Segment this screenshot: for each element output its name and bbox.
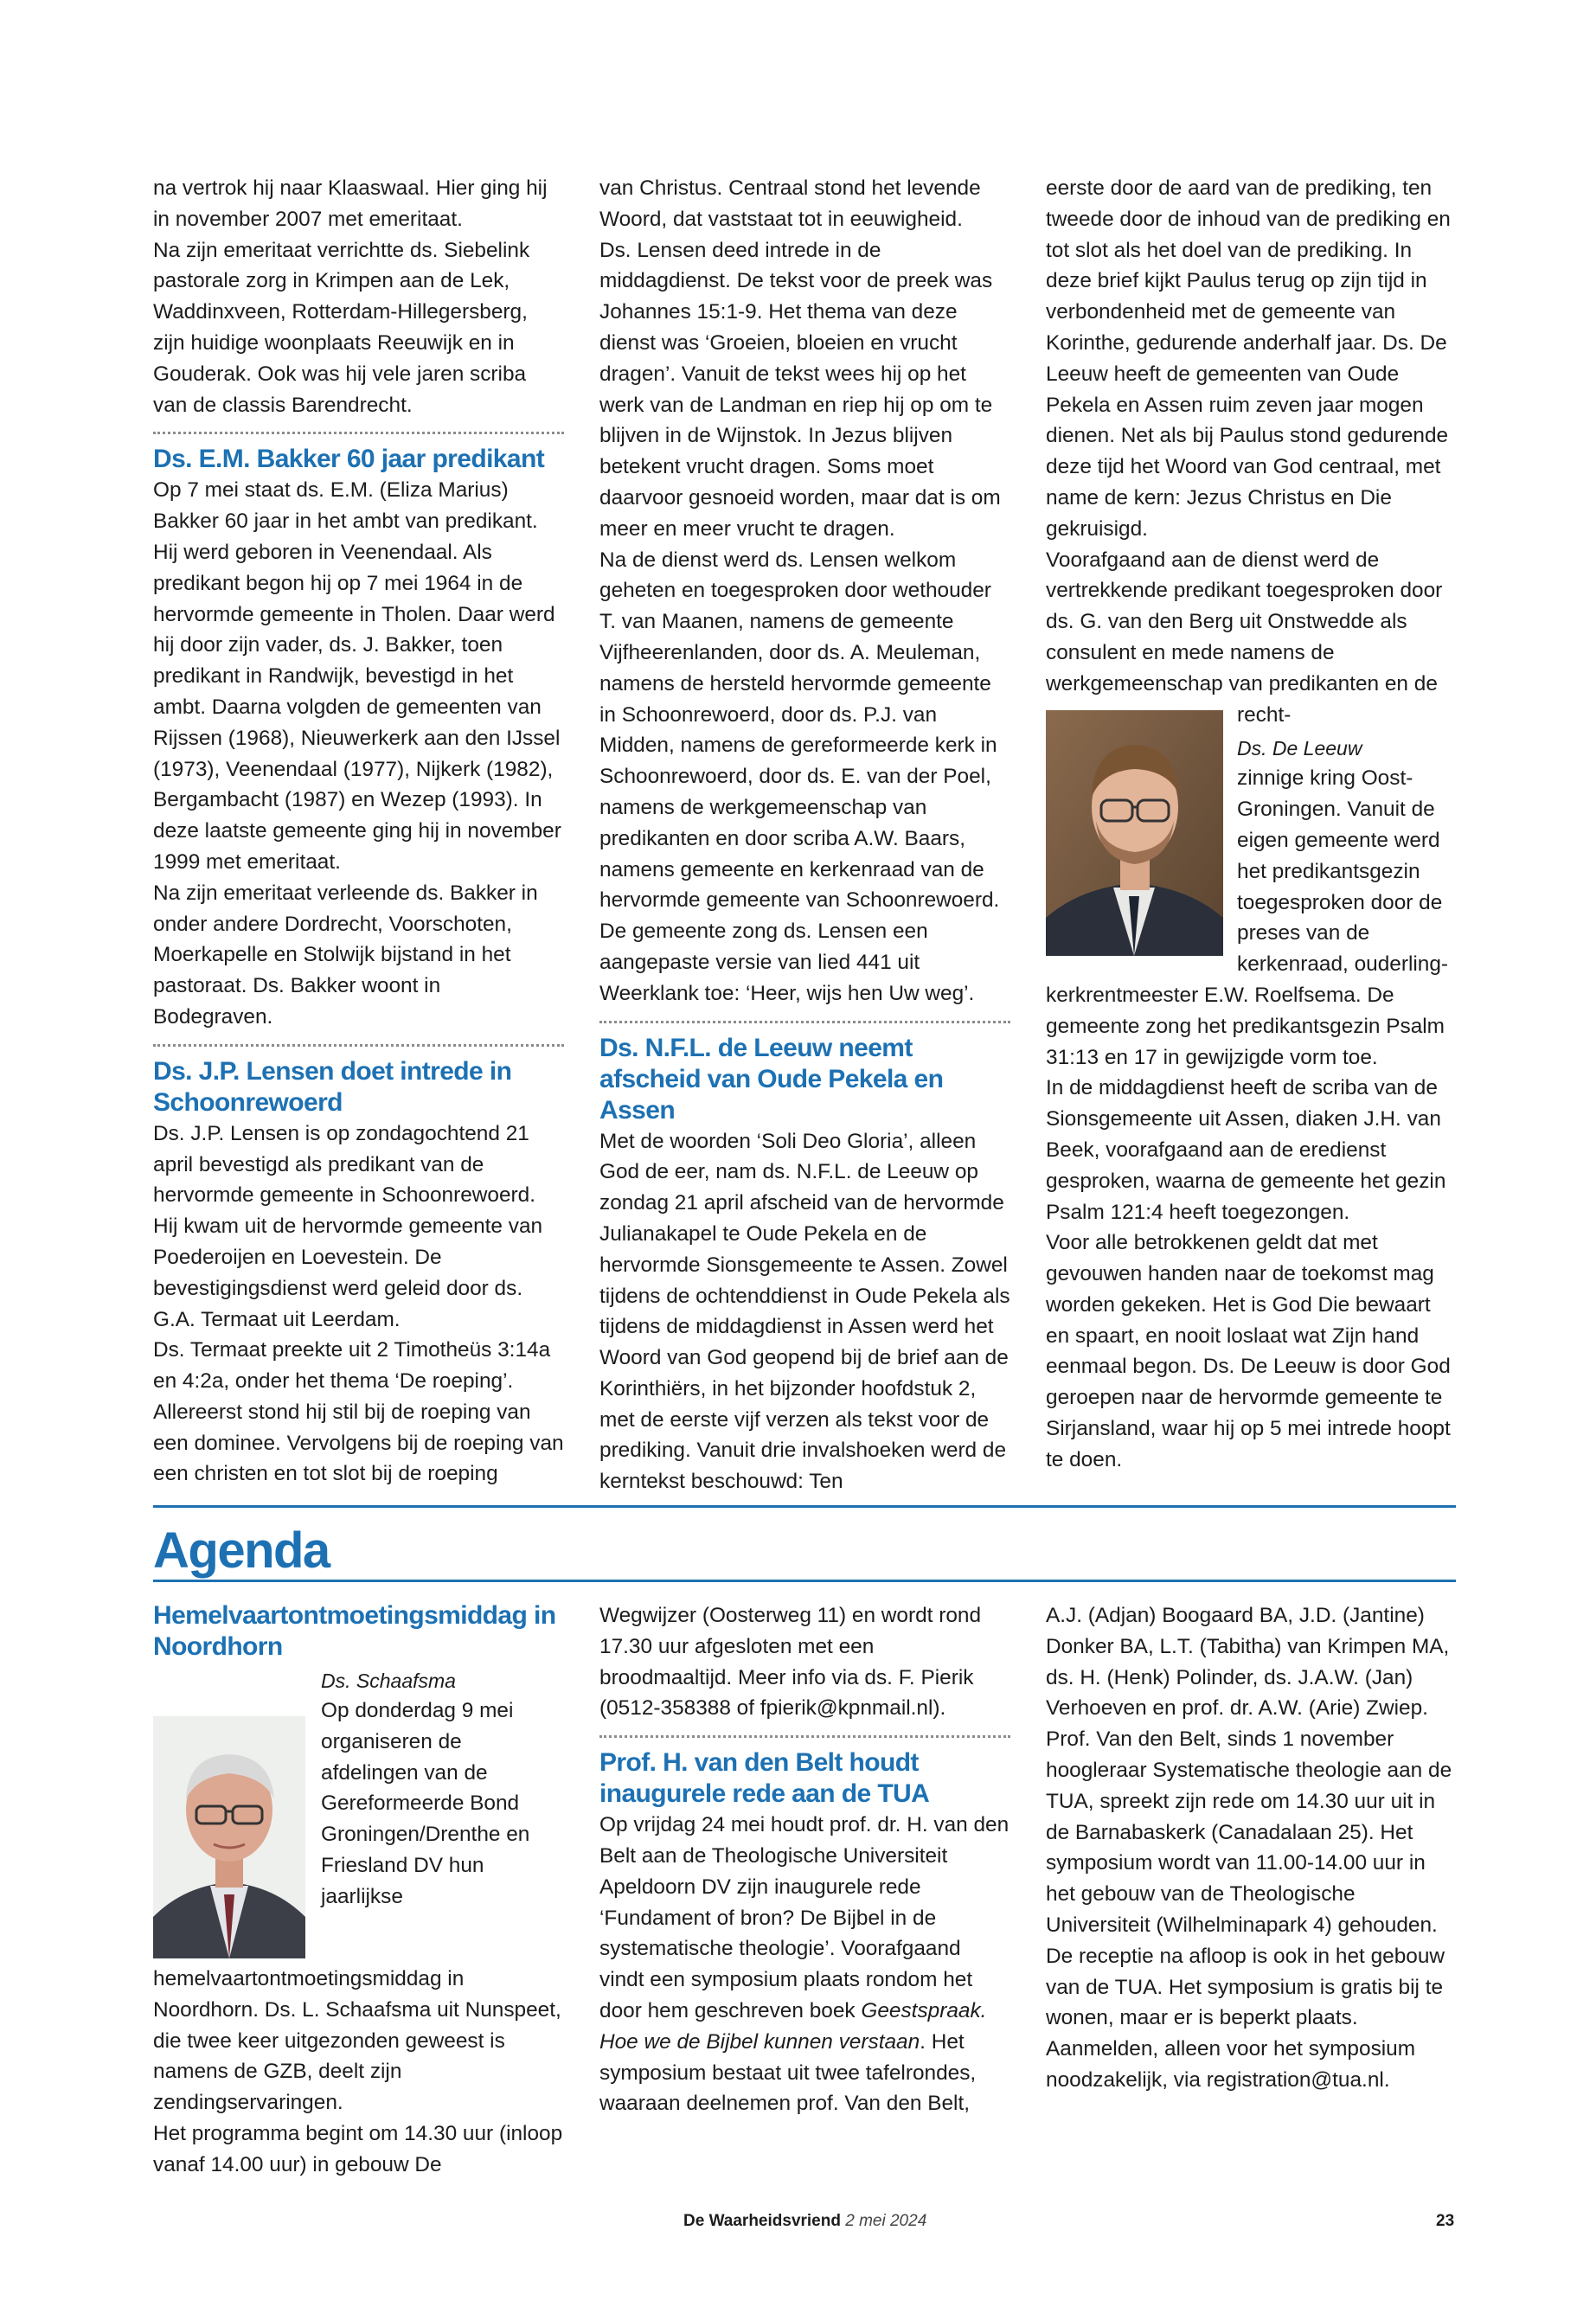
article-column-1 — [153, 173, 564, 1490]
portrait-image — [1046, 710, 1223, 956]
agenda-heading-tua: Prof. H. van den Belt houdt inaugurele rede aan de TUA — [599, 1748, 930, 1809]
book-title: Geestspraak. Hoe we de Bijbel kunnen verstaan — [599, 1998, 987, 2054]
paragraph: Na zijn emeritaat verleende ds. Bakker in onder andere Dordrecht, Voorschoten, Moerkapelle en Stolwijk bijstand in het pastoraat. Ds. Bakker woont in Bodegraven. — [153, 881, 538, 1029]
paragraph: van Christus. Centraal stond het levende Woord, dat vaststaat tot in eeuwigheid. — [599, 176, 981, 231]
paragraph — [1046, 545, 1457, 731]
footer-magazine — [683, 2211, 926, 2232]
article-column-3 — [1046, 173, 1457, 1476]
magazine-name: De Waarheidsvriend — [683, 2212, 841, 2230]
paragraph: Op 7 mei staat ds. E.M. (Eliza Marius) Bakker 60 jaar in het ambt van predikant. Hij werd geboren in Veenendaal. Als predikant begon hij op 7 mei 1964 in de hervormde gemeente in Tholen. Daar werd hij door zijn vader, ds. J. Bakker, toen predikant in Randwijk, bevestigd in het ambt. Daarna volgden de gemeenten van Rijssen (1968), Nieuwerkerk aan den IJssel (1973), Veenendaal (1977), Nijkerk (1982), Bergambacht (1987) en Wezep (1993). In deze laatste gemeente ging hij in november 1999 met emeritaat. — [153, 478, 561, 874]
leeuw-text-before-photo: Voorafgaand aan de dienst werd de vertrekkende predikant toegesproken door ds. G. van den Berg uit Onstwedde als consulent en mede namens de werkgemeenschap van predikanten en de recht- — [1046, 548, 1443, 727]
photo-ds-de-leeuw — [1046, 710, 1223, 956]
text: . Het symposium bestaat uit twee tafelrondes, waaraan deelnemen prof. Van den Belt, — [599, 2029, 977, 2116]
leeuw-text-beside-photo: zinnige kring Oost-Groningen. Vanuit de eigen gemeente werd het predikantsgezin toegesproken door de preses van de kerkenraad, ouderling-kerkrentmeester E.W. Roelfsema. De gemeente zong het predikantsgezin Psalm 31:13 en 17 in gewijzigde vorm toe. — [1046, 766, 1449, 1069]
paragraph: In de middagdienst heeft de scriba van de Sionsgemeente uit Assen, diaken J.H. van Beek, voorafgaand aan de eredienst gesproken, waarna de gemeente het gezin Psalm 121:4 heeft toegezongen. — [1046, 1076, 1446, 1224]
agenda-column-1 — [153, 1600, 564, 2181]
divider-rule-top — [153, 1505, 1456, 1508]
paragraph: Ds. J.P. Lensen is op zondagochtend 21 april bevestigd als predikant van de hervormde gemeente in Schoonrewoerd. Hij kwam uit de hervormde gemeente van Poederoijen en Loevestein. De bevestigingsdienst werd geleid door ds. G.A. Termaat uit Leerdam. — [153, 1121, 543, 1331]
paragraph: Het programma begint om 14.30 uur (inloop vanaf 14.00 uur) in gebouw De — [153, 2121, 563, 2176]
agenda-column-3 — [1046, 1600, 1457, 2096]
paragraph: Na zijn emeritaat verrichtte ds. Siebelink pastorale zorg in Krimpen aan de Lek, Waddinxveen, Rotterdam-Hillegersberg, zijn huidige woonplaats Reeuwijk en in Gouderak. Ook was hij vele jaren scriba van de classis Barendrecht. — [153, 238, 530, 417]
photo-ds-schaafsma — [153, 1716, 305, 1958]
dotted-separator — [599, 1735, 1010, 1738]
dotted-separator — [599, 1021, 1010, 1023]
paragraph: na vertrok hij naar Klaaswaal. Hier ging hij in november 2007 met emeritaat. — [153, 176, 548, 231]
article-heading: Ds. J.P. Lensen doet intrede in Schoonrewoerd — [153, 1056, 512, 1117]
article-column-2 — [599, 173, 1010, 1497]
dotted-separator — [153, 1044, 564, 1047]
paragraph: Met de woorden ‘Soli Deo Gloria’, alleen God de eer, nam ds. N.F.L. de Leeuw op zondag 21 april afscheid van de hervormde Julianakapel te Oude Pekela en de hervormde Sionsgemeente te Assen. Zowel tijdens de ochtenddienst in Oude Pekela als tijdens de middagdienst in Assen werd het Woord van God geopend bij de brief aan de Korinthiërs, in het bijzonder hoofdstuk 2, met de eerste vijf verzen als tekst voor de prediking. Vanuit drie invalshoeken werd de kerntekst beschouwd: Ten — [599, 1129, 1010, 1494]
article-heading: Ds. N.F.L. de Leeuw neemt afscheid van Oude Pekela en Assen — [599, 1033, 944, 1125]
agenda-hemelvaart-text: Op donderdag 9 mei organiseren de afdelingen van de Gereformeerde Bond Groningen/Drenthe en Friesland DV hun jaarlijkse hemelvaartontmoetingsmiddag in Noordhorn. Ds. L. Schaafsma uit Nunspeet, die twee keer uitgezonden geweest is namens de GZB, deelt zijn zendingservaringen. — [153, 1699, 561, 2115]
paragraph: Wegwijzer (Oosterweg 11) en wordt rond 17.30 uur afgesloten met een broodmaaltijd. Meer info via ds. F. Pierik (0512-358388 of fpierik@kpnmail.nl). — [599, 1604, 982, 1721]
paragraph: A.J. (Adjan) Boogaard BA, J.D. (Jantine) Donker BA, L.T. (Tabitha) van Krimpen MA, ds. H. (Henk) Polinder, ds. J.A.W. (Jan) Verhoeven en prof. dr. A.W. (Arie) Zwiep. Prof. Van den Belt, sinds 1 november hoogleraar Systematische theologie aan de TUA, spreekt zijn rede om 14.30 uur uit in de Barnabaskerk (Canadalaan 25). Het symposium wordt van 11.00-14.00 uur in het gebouw van de Theologische Universiteit (Wilhelminapark 4) gehouden. De receptie na afloop is ook in het gebouw van de TUA. Het symposium is gratis bij te wonen, maar er is beperkt plaats. Aanmelden, alleen voor het symposium noodzakelijk, via registration@tua.nl. — [1046, 1604, 1452, 2092]
text: Op vrijdag 24 mei houdt prof. dr. H. van den Belt aan de Theologische Universiteit Apeldoorn DV zijn inaugurele rede ‘Fundament of bron? De Bijbel in de systematische theologie’. Voorafgaand vindt een symposium plaats rondom het door hem geschreven boek — [599, 1813, 1010, 2022]
paragraph: Ds. Termaat preekte uit 2 Timotheüs 3:14a en 4:2a, onder het thema ‘De roeping’. Allereerst stond hij stil bij de roeping van een dominee. Vervolgens bij de roeping van een christen en tot slot bij de roeping — [153, 1338, 564, 1486]
photo-caption: Ds. Schaafsma — [321, 1670, 456, 1692]
issue-date: 2 mei 2024 — [845, 2212, 927, 2230]
paragraph: Voor alle betrokkenen geldt dat met gevouwen handen naar de toekomst mag worden gekeken. Het is God Die bewaart en spaart, en nooit loslaat wat Zijn hand eenmaal begon. Ds. De Leeuw is door God geroepen naar de hervormde gemeente te Sirjansland, waar hij op 5 mei intrede hoopt te doen. — [1046, 1231, 1451, 1471]
paragraph — [599, 1810, 1010, 2119]
paragraph: eerste door de aard van de prediking, ten tweede door de inhoud van de prediking en tot slot als het doel van de prediking. In deze brief kijkt Paulus terug op zijn tijd in verbondenheid met de gemeente van Korinthe, gedurende anderhalf jaar. Ds. De Leeuw heeft de gemeenten van Oude Pekela en Assen ruim zeven jaar mogen dienen. Net als bij Paulus stond gedurende deze tijd het Woord van God centraal, met name de kern: Jezus Christus en Die gekruisigd. — [1046, 176, 1451, 541]
divider-rule-bottom — [153, 1580, 1456, 1582]
article-heading: Ds. E.M. Bakker 60 jaar predikant — [153, 445, 545, 474]
agenda-column-2 — [599, 1600, 1010, 2119]
dotted-separator — [153, 432, 564, 434]
paragraph: Ds. Lensen deed intrede in de middagdienst. De tekst voor de preek was Johannes 15:1-9. Het thema van deze dienst was ‘Groeien, bloeien en vrucht dragen’. Vanuit de tekst wees hij op het werk van de Landman en riep hij op om te blijven in de Wijnstok. In Jezus blijven betekent vrucht dragen. Soms moet daarvoor gesnoeid worden, maar dat is om meer en meer vrucht te dragen. — [599, 238, 1001, 541]
portrait-image — [153, 1716, 305, 1958]
agenda-title: Agenda — [153, 1522, 330, 1579]
page-number: 23 — [1436, 2212, 1455, 2230]
agenda-heading-hemelvaart: Hemelvaartontmoetingsmiddag in Noordhorn — [153, 1601, 556, 1661]
photo-caption: Ds. De Leeuw — [1237, 737, 1362, 760]
paragraph: Na de dienst werd ds. Lensen welkom geheten en toegesproken door wethouder T. van Maanen, namens de gemeente Vijfheerenlanden, door ds. A. Meuleman, namens de hersteld hervormde gemeente in Schoonrewoerd, door ds. P.J. van Midden, namens de gereformeerde kerk in Schoonrewoerd, door ds. E. van der Poel, namens de werkgemeenschap van predikanten en door scriba A.W. Baars, namens gemeente en kerkenraad van de hervormde gemeente van Schoonrewoerd. De gemeente zong ds. Lensen een aangepaste versie van lied 441 uit Weerklank toe: ‘Heer, wijs hen Uw weg’. — [599, 548, 1000, 1005]
